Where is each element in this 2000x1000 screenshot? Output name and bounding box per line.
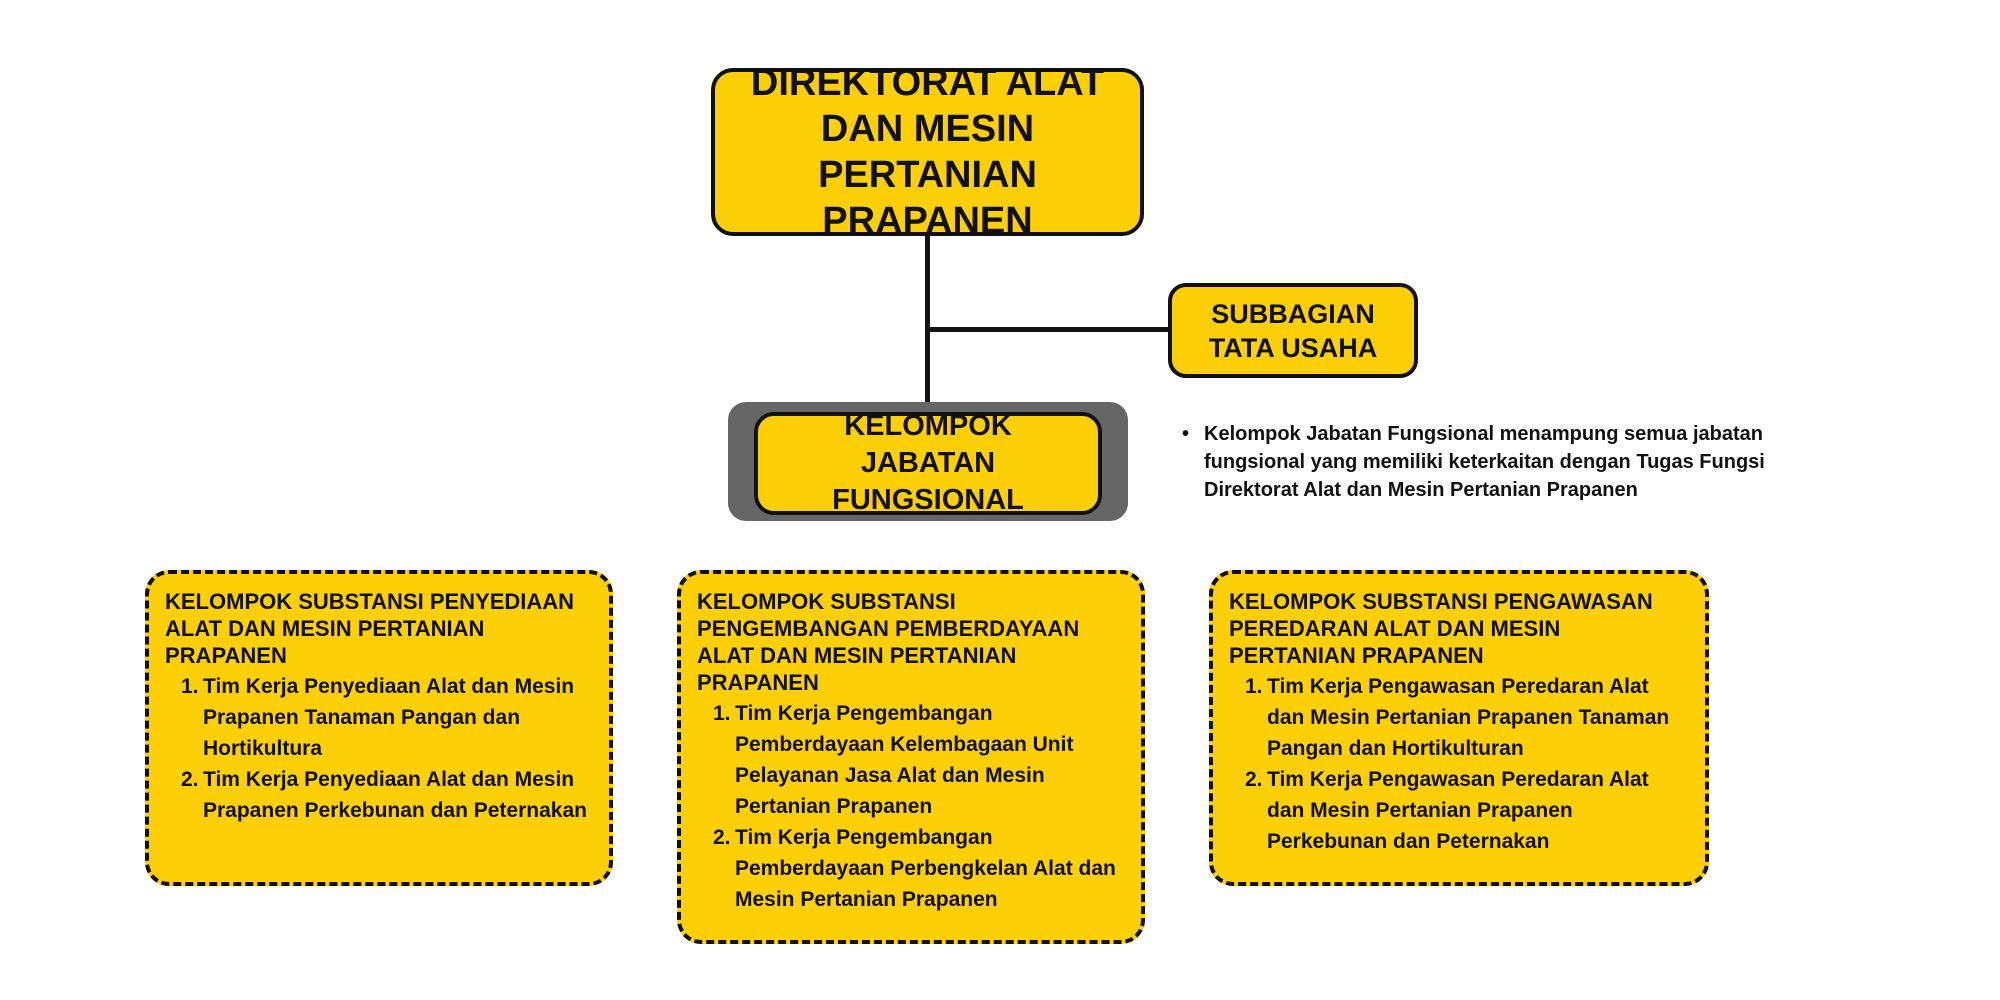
group-title: KELOMPOK SUBSTANSI PENGEMBANGAN PEMBERDAYAAN ALAT DAN MESIN PERTANIAN PRAPANEN: [697, 589, 1080, 695]
list-item: [697, 698, 1125, 822]
subbagian-title: SUBBAGIAN TATA USAHA: [1208, 298, 1378, 363]
subbagian-box: [1168, 283, 1418, 378]
note-bullet: •: [1182, 423, 1190, 445]
note-text: Kelompok Jabatan Fungsional menampung semua jabatan fungsional yang memiliki keterkaitan dengan Tugas Fungsi Direktorat Alat dan Mesin Pertanian Prapanen: [1204, 423, 1765, 501]
list-item: [697, 822, 1125, 915]
list-item: [165, 671, 593, 764]
connector-horizontal: [925, 327, 1170, 332]
team-list: [165, 671, 593, 826]
group-title: KELOMPOK SUBSTANSI PENGAWASAN PEREDARAN ALAT DAN MESIN PERTANIAN PRAPANEN: [1229, 589, 1653, 668]
list-item: [165, 764, 593, 826]
item-number: 1.: [713, 702, 731, 725]
item-text: Tim Kerja Pengawasan Peredaran Alat dan Mesin Pertanian Prapanen Tanaman Pangan dan Hortikulturan: [1267, 675, 1670, 760]
directorate-title: DIREKTORAT ALAT DAN MESIN PERTANIAN PRAPANEN: [750, 62, 1105, 242]
item-text: Tim Kerja Penyediaan Alat dan Mesin Prapanen Tanaman Pangan dan Hortikultura: [203, 675, 575, 760]
connector-vertical: [925, 236, 930, 404]
kjf-note: [1182, 420, 1862, 504]
item-number: 2.: [713, 826, 731, 849]
team-list: [697, 698, 1125, 915]
item-text: Tim Kerja Pengawasan Peredaran Alat dan Mesin Pertanian Prapanen Perkebunan dan Peternakan: [1267, 768, 1649, 853]
list-item: [1229, 764, 1689, 857]
team-list: [1229, 671, 1689, 857]
item-number: 2.: [181, 768, 199, 791]
group-pengembangan: [677, 570, 1145, 944]
item-number: 1.: [181, 675, 199, 698]
item-text: Tim Kerja Pengembangan Pemberdayaan Kelembagaan Unit Pelayanan Jasa Alat dan Mesin Pertanian Prapanen: [735, 702, 1074, 818]
kjf-title: KELOMPOK JABATAN FUNGSIONAL: [832, 410, 1024, 516]
group-title: KELOMPOK SUBSTANSI PENYEDIAAN ALAT DAN MESIN PERTANIAN PRAPANEN: [165, 589, 575, 668]
group-penyediaan: [145, 570, 613, 886]
item-number: 1.: [1245, 675, 1263, 698]
list-item: [1229, 671, 1689, 764]
item-text: Tim Kerja Pengembangan Pemberdayaan Perbengkelan Alat dan Mesin Pertanian Prapanen: [735, 826, 1116, 911]
item-text: Tim Kerja Penyediaan Alat dan Mesin Prapanen Perkebunan dan Peternakan: [203, 768, 587, 822]
group-pengawasan: [1209, 570, 1709, 886]
directorate-box: [711, 62, 1144, 242]
item-number: 2.: [1245, 768, 1263, 791]
kjf-box: [754, 412, 1102, 515]
